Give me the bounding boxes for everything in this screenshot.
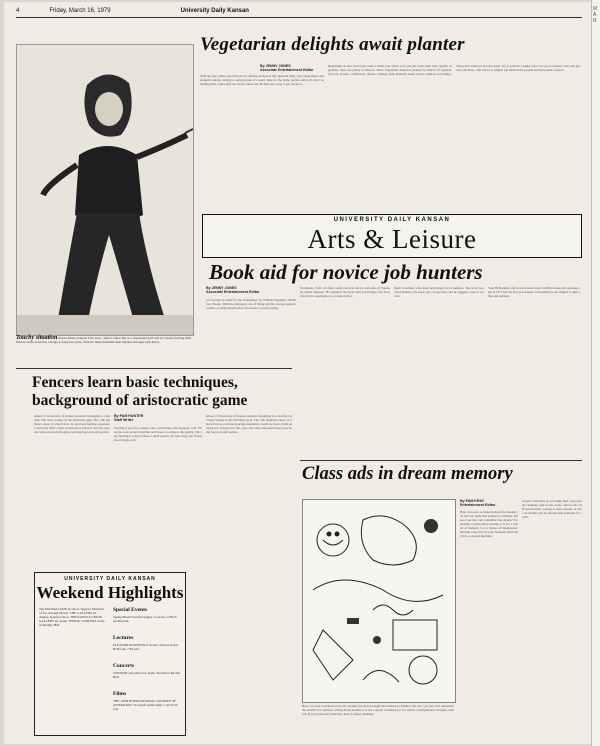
fencer-photo xyxy=(16,44,194,336)
page-header xyxy=(16,8,576,14)
class-ads-rule xyxy=(300,460,582,461)
concerts-text: TONIGHT and tomorrow night, Swarthout Recital Hall. xyxy=(113,671,180,680)
special-events-heading: Special Events xyxy=(113,607,148,613)
films-heading: Films xyxy=(113,691,127,697)
special-events-text: Spring Break Vacation begins. Concerts at Hoch Auditorium. xyxy=(113,615,177,624)
fencers-column-2: Fencing is good for balance and coordination, the instructor said. Weiss has won several matches and hopes to compete this spring. She said fencing is a sport where a small person can beat a big one if they use strategy well. xyxy=(114,426,202,442)
caption-title: Touchy situation xyxy=(16,335,58,341)
films-text: THE 10TH INTERNATIONAL TOURNEE OF ANIMATION, Woodruff Auditorium, 7 and 9:30 p.m. xyxy=(113,699,178,712)
book-column-3: much to unlink, what leads and things not to mention. The worst fear of job hunters, the book says, is rejection, and he suggests ways to recover. xyxy=(394,286,484,298)
vegetarian-column-2: Depending on how weird you want to make your salad, or if you just want some basic garden vegetables, there are plenty of choices. These vegetables should be planted by March 15: spinach, broccoli, sprouts, cauliflower, onions, cabbage, kale, kohlrabi, leeks, lettuce, shallots and turnips. xyxy=(328,64,452,76)
class-ads-column-3: Have you ever wondered about the dreams you had last night that seemed so familiar, but now you just can't remember the details? For students writing about dreams, it is not a matter of memory, it is a matter of imagination. Dreams come true in your bedroom when they have a deeper meaning. xyxy=(302,704,454,716)
edge-text: M A R xyxy=(593,6,598,24)
weekend-highlights-box xyxy=(34,572,186,736)
vegetarian-column-3: Then plant tomatoes in early April. Try to plant in a sunny area. Use good compost, and your garden will thrive. The advice is simple: put them in the ground and keep them watered. xyxy=(456,64,580,72)
book-column-1: Job Search: A Guide for the Uninitiated, by William Youmans, Windhover Books. With the galloping cost of living and the average senior's volume of employment offers, the book is worth reading. xyxy=(206,298,296,310)
vegetarian-byline: By JENNY JONES Associate Entertainment Editor xyxy=(260,64,314,73)
vegetarian-column-1: With the late winter snowfall slowly turning backyards into pleasant mud, and young men's and women's fancies turning to spring break, it's nearly time for the home garden. After all, that's something that comes after the winter blues and the time has come to get outdoors. xyxy=(200,74,324,86)
caption-text: Eileen Weiss, Kansas City, Kan., senior, takes aim at a suspended golf ball in a pistol fencing drill. Eileen's knee is bent in a lunge to keep her poise. Fencers must maintain their balance through each move. xyxy=(16,336,192,345)
fencers-byline: By PAM HUNTER Staff Writer xyxy=(114,414,144,423)
book-byline: By JENNY JONES Associate Entertainment Editor xyxy=(206,286,260,295)
class-ads-column-1: Have you ever wondered about the dreams you had last night that seemed so familiar, but now you just can't remember the details? For students writing about dreams, it is not a matter of memory, it is a matter of imagination. Dreams come true in your bedroom when they have a deeper meaning. xyxy=(460,510,518,538)
header-rule xyxy=(16,17,582,18)
class-ads-headline: Class ads in dream memory xyxy=(302,464,513,484)
publication-name: University Daily Kansan xyxy=(180,8,249,14)
page-number: 4 xyxy=(16,8,20,14)
photo-caption xyxy=(16,336,192,344)
next-page-edge xyxy=(591,0,600,746)
arts-section-title: Arts & Leisure xyxy=(307,224,477,254)
fencers-rule xyxy=(16,368,292,369)
class-ads-byline: By PAM KRAY Entertainment Editor xyxy=(460,499,496,508)
newspaper-page xyxy=(4,2,594,744)
vegetarian-headline: Vegetarian delights await planter xyxy=(200,34,465,55)
highlights-exhibits: The FAT BALLOON art show, Spencer Museum of Art, through March. THE GALLERY art display, Kansas Union. THE KANSAS UNION GALLERY art group. SPRING CONCERT series at Murphy Hall. xyxy=(39,607,105,628)
book-column-4: Your Humanities and social science major will find some job openings that in 1977 had for first job seekers. Job hunting is not simple; it takes time and patience. xyxy=(488,286,580,298)
highlights-title: Weekend Highlights xyxy=(36,583,184,602)
book-column-2: Eventually, 'Jobs 14' offers some practical advice and some of Youmans' expert opinions. He sprinkles the book with 'job-finding' tips drawn from his experience as a resume writer. xyxy=(300,286,390,298)
class-ads-column-2: weren't interested in recording their own dreams. Students sent in ads. Some came to the staff and said they wanted to share dreams. A class on dreams will be offered next semester for credit. xyxy=(522,499,582,519)
lectures-heading: Lectures xyxy=(113,635,134,641)
book-headline: Book aid for novice job hunters xyxy=(209,260,483,284)
page-date: Friday, March 16, 1979 xyxy=(49,8,111,14)
fencers-headline: Fencers learn basic techniques, background of aristocratic game xyxy=(32,374,248,409)
concerts-heading: Concerts xyxy=(113,663,135,669)
fencers-column-3: About 15 University of Kansas students belonging to a fencing club meet weekly in the Robinson gym. The club members, most of whom have no previous fencing experience, learn the basics from an instructor. Fencers use foil, epee and sabre and spend hours practicing footwork and parries. xyxy=(206,414,292,434)
fencers-column-1: About 15 University of Kansas students belonging to a fencing club meet weekly in the Robinson gym. The club members, most of whom have no previous fencing experience, learn the basics from an instructor. Fencers use foil, epee and sabre and spend hours practicing footwork and parries. xyxy=(34,414,110,434)
highlights-section-label: UNIVERSITY DAILY KANSAN xyxy=(64,576,156,582)
arts-section-label: UNIVERSITY DAILY KANSAN xyxy=(333,217,451,223)
lectures-text: ELEANOR ROOSEVELT lecture, Kansas Union Ballroom, 7:30 p.m. xyxy=(113,643,179,652)
dream-cartoon xyxy=(302,499,456,703)
arts-leisure-banner xyxy=(202,214,582,258)
